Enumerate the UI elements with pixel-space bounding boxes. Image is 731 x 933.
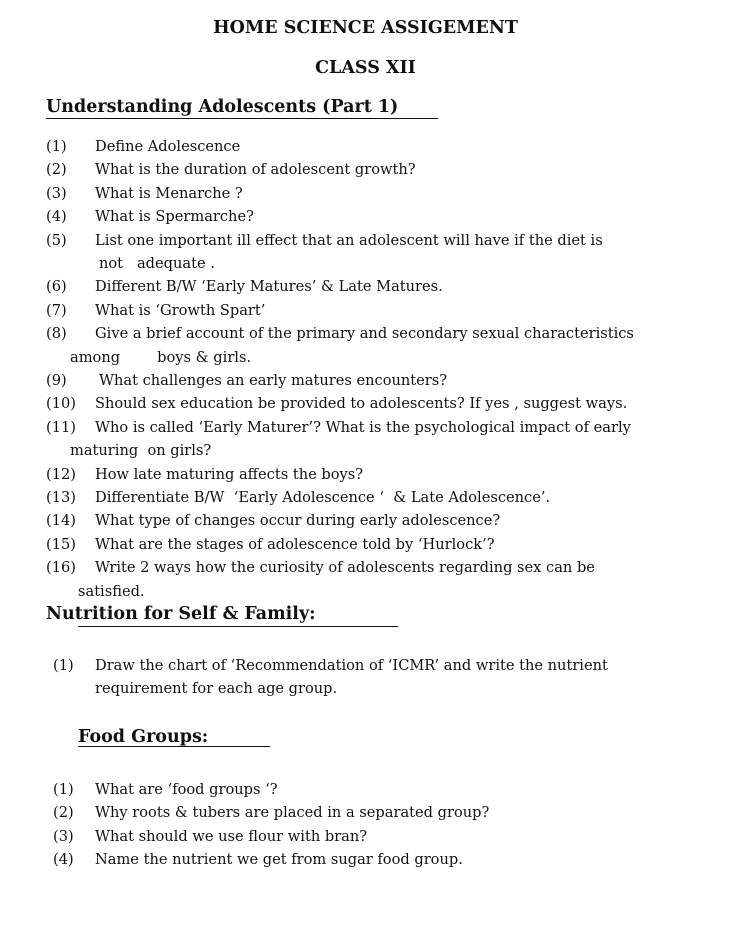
question-text: Name the nutrient we get from sugar food group. xyxy=(95,851,463,868)
heading-underline xyxy=(78,626,398,627)
document-title: HOME SCIENCE ASSIGEMENT xyxy=(213,18,518,38)
question-text: Should sex education be provided to adolescents? If yes , suggest ways. xyxy=(95,395,628,412)
question-number: (16) xyxy=(46,559,76,576)
question-number: (10) xyxy=(46,395,76,412)
question-number: (8) xyxy=(46,325,67,342)
question-text: What challenges an early matures encounters? xyxy=(99,372,448,389)
question-number: (1) xyxy=(53,657,74,674)
question-text: Give a brief account of the primary and secondary sexual characteristics xyxy=(95,325,634,342)
question-text: satisfied. xyxy=(78,583,145,600)
question-text: Why roots & tubers are placed in a separated group? xyxy=(95,804,490,821)
question-number: (13) xyxy=(46,489,76,506)
question-text: Who is called ‘Early Maturer’? What is the psychological impact of early xyxy=(95,419,631,436)
question-text: What is Spermarche? xyxy=(95,208,254,225)
question-text: Define Adolescence xyxy=(95,138,241,155)
question-number: (7) xyxy=(46,302,67,319)
question-text: among boys & girls. xyxy=(70,349,252,366)
question-number: (11) xyxy=(46,419,76,436)
class-label: CLASS XII xyxy=(315,58,416,78)
question-text: What are ‘food groups ‘? xyxy=(95,781,278,798)
question-number: (6) xyxy=(46,278,67,295)
question-number: (2) xyxy=(53,804,74,821)
question-text: Differentiate B/W ‘Early Adolescence ‘ & Late Adolescence’. xyxy=(95,489,551,506)
question-number: (1) xyxy=(46,138,67,155)
question-text: Write 2 ways how the curiosity of adolescents regarding sex can be xyxy=(95,559,595,576)
question-number: (3) xyxy=(46,185,67,202)
section-heading: Understanding Adolescents (Part 1) xyxy=(46,97,399,117)
question-text: What is Menarche ? xyxy=(95,185,243,202)
question-number: (9) xyxy=(46,372,67,389)
question-number: (15) xyxy=(46,536,76,553)
question-text: What should we use flour with bran? xyxy=(95,828,368,845)
question-text: Different B/W ‘Early Matures’ & Late Matures. xyxy=(95,278,443,295)
question-text: requirement for each age group. xyxy=(95,680,338,697)
question-number: (14) xyxy=(46,512,76,529)
question-text: What are the stages of adolescence told by ‘Hurlock’? xyxy=(95,536,495,553)
heading-underline xyxy=(46,118,438,119)
question-number: (4) xyxy=(53,851,74,868)
section-heading: Nutrition for Self & Family: xyxy=(46,604,316,624)
question-number: (4) xyxy=(46,208,67,225)
question-text: How late maturing affects the boys? xyxy=(95,466,364,483)
question-text: List one important ill effect that an adolescent will have if the diet is xyxy=(95,232,603,249)
question-text: What is the duration of adolescent growth? xyxy=(95,161,416,178)
question-number: (2) xyxy=(46,161,67,178)
question-number: (5) xyxy=(46,232,67,249)
section-heading: Food Groups: xyxy=(78,727,209,747)
question-number: (1) xyxy=(53,781,74,798)
question-text: What type of changes occur during early adolescence? xyxy=(95,512,501,529)
question-text: What is ‘Growth Spart’ xyxy=(95,302,266,319)
question-text: Draw the chart of ‘Recommendation of ‘ICMR’ and write the nutrient xyxy=(95,657,608,674)
question-number: (12) xyxy=(46,466,76,483)
question-text: not adequate . xyxy=(99,255,215,272)
question-number: (3) xyxy=(53,828,74,845)
question-text: maturing on girls? xyxy=(70,442,212,459)
heading-underline xyxy=(78,746,270,747)
